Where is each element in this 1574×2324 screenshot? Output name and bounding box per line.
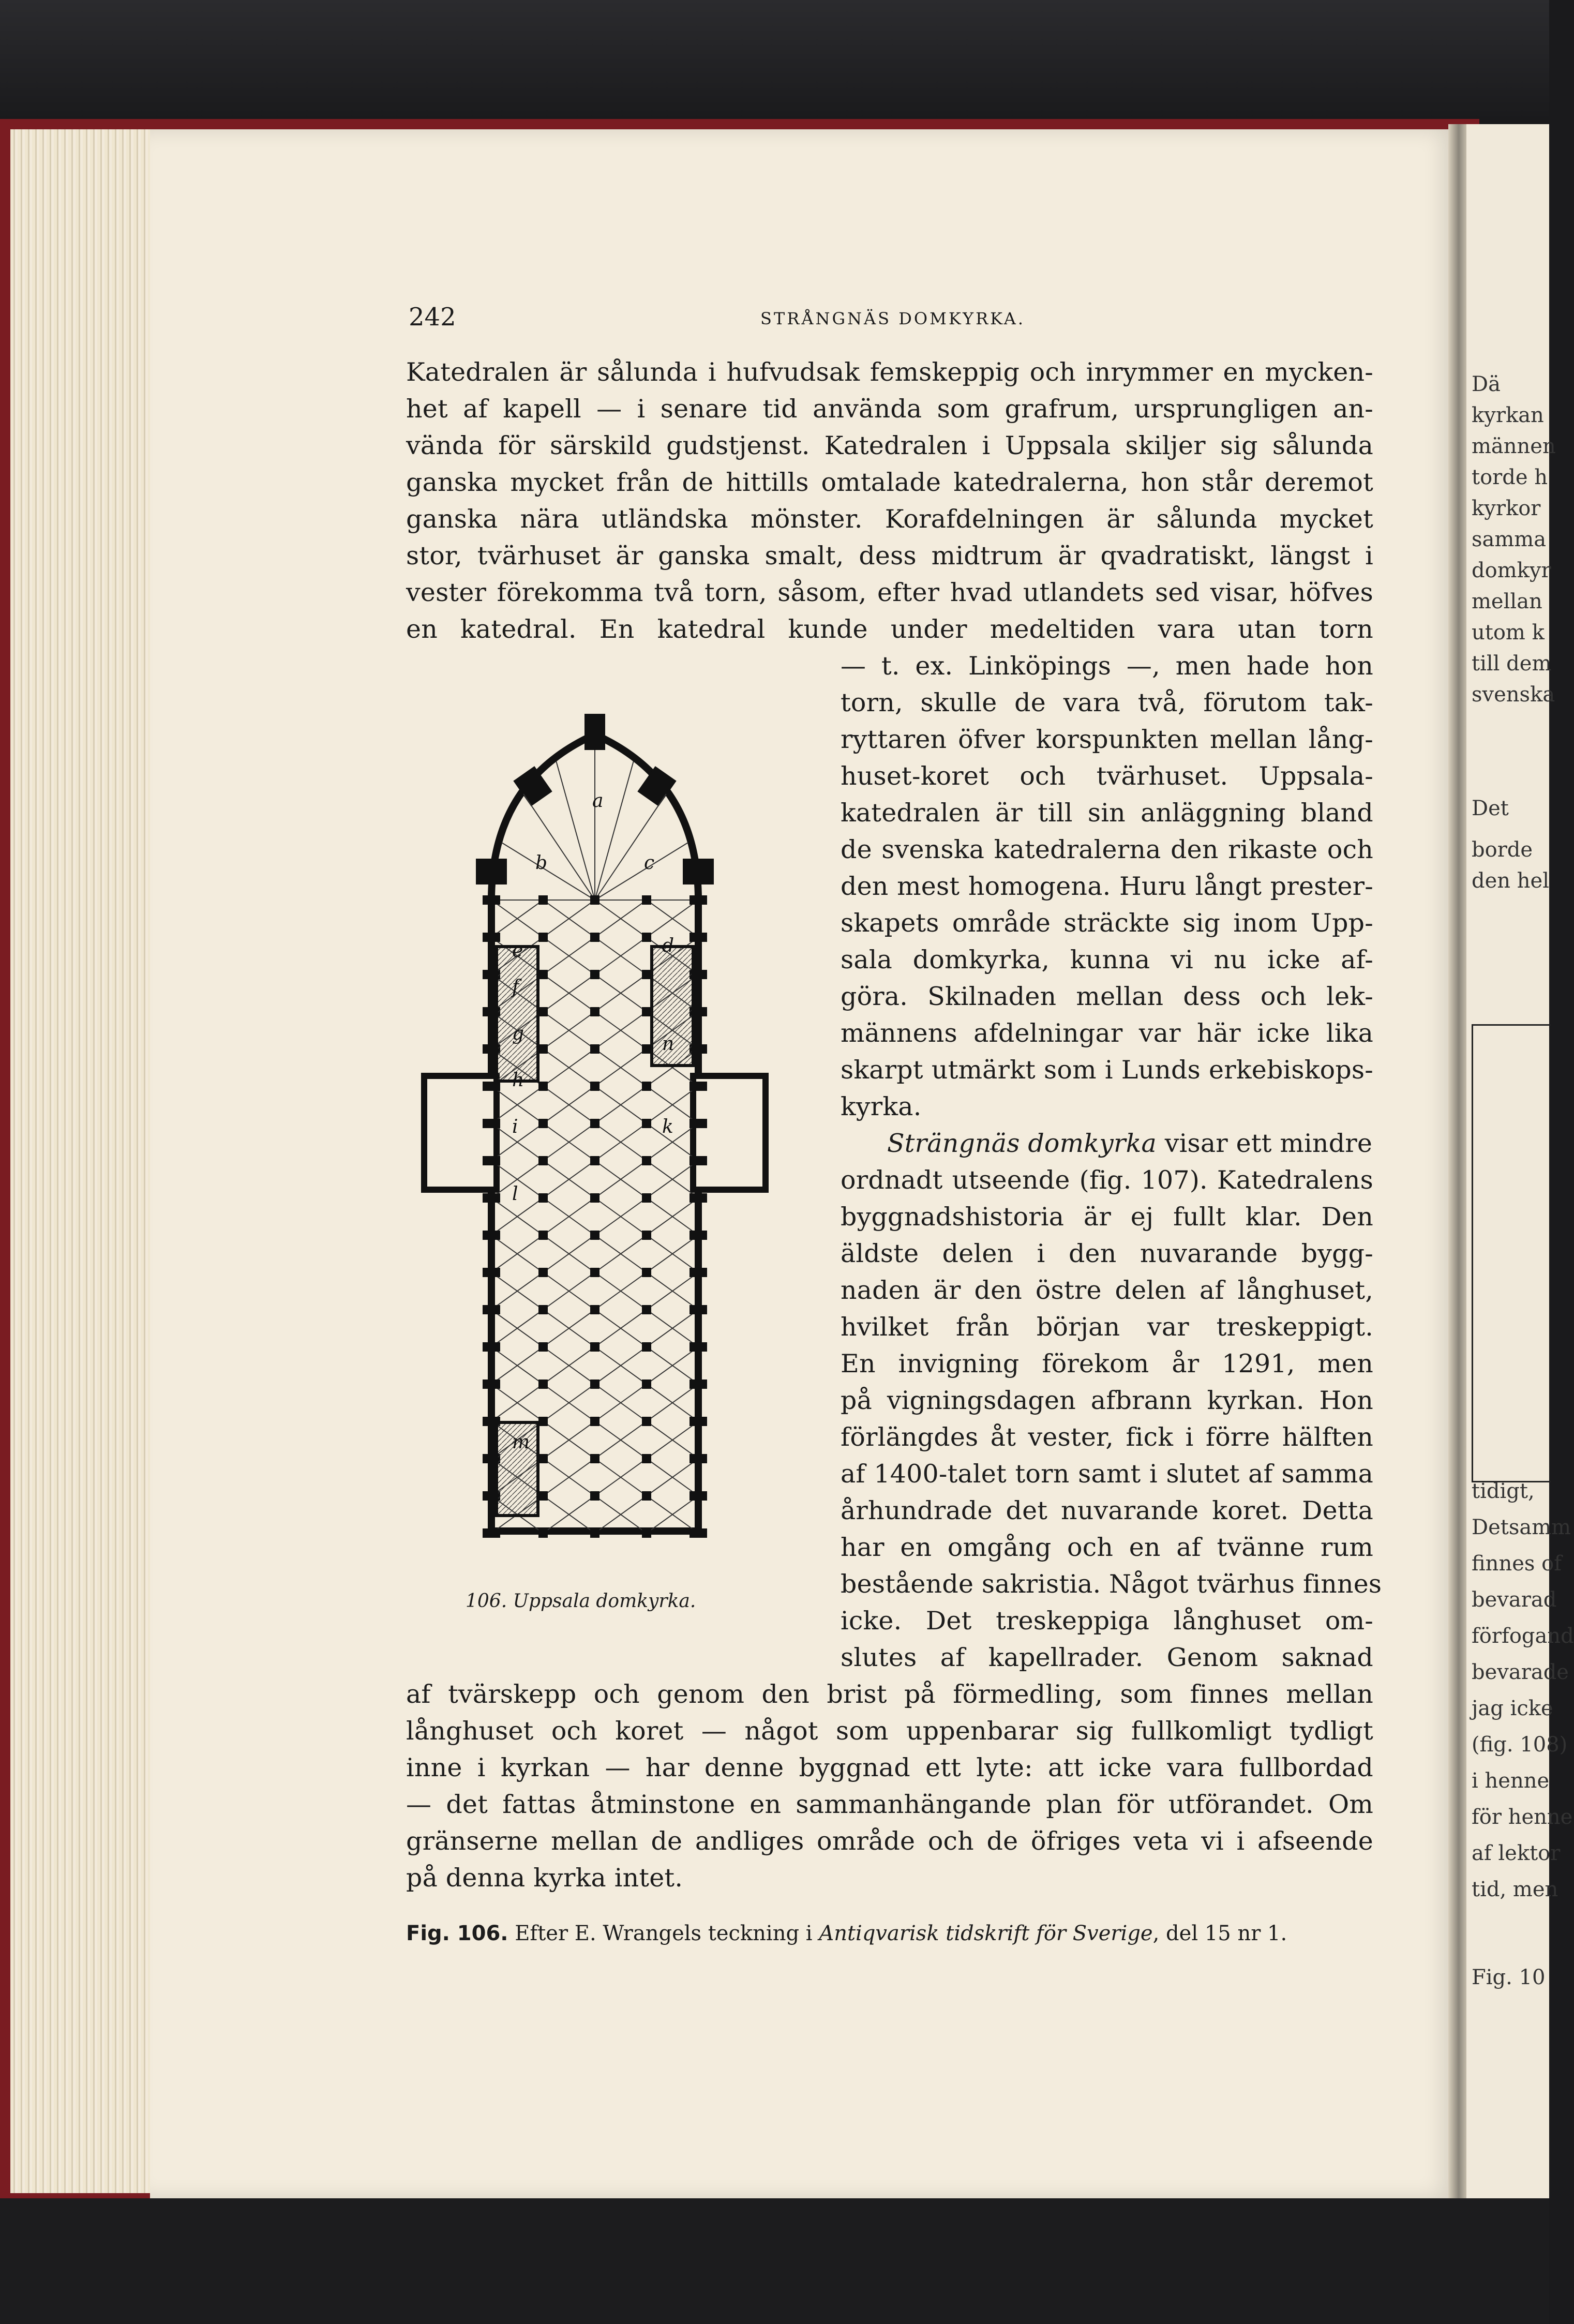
pier xyxy=(642,1417,651,1426)
text-line: en katedral. En katedral kunde under medeltiden vara utan torn xyxy=(406,614,1373,644)
pier xyxy=(538,1231,548,1240)
text-line: på denna kyrka intet. xyxy=(406,1863,683,1893)
pier xyxy=(590,1417,599,1426)
text-line: ordnadt utseende (fig. 107). Katedralens xyxy=(841,1165,1373,1195)
pier xyxy=(538,1119,548,1128)
text-line: vända för särskild gudstjenst. Katedralen i Uppsala skiljer sig sålunda xyxy=(406,431,1373,460)
text-line: gränserne mellan de andliges område och de öfriges veta vi i afseende xyxy=(406,1826,1373,1856)
facing-page-text: tid, men xyxy=(1472,1878,1558,1901)
pier xyxy=(642,1082,651,1091)
facing-page-text: torde h xyxy=(1472,466,1548,489)
page-number: 242 xyxy=(409,303,456,332)
pier xyxy=(590,1044,599,1054)
facing-page-text: kyrkor xyxy=(1472,497,1541,520)
text-line: århundrade det nuvarande koret. Detta xyxy=(841,1496,1373,1525)
text-line: göra. Skilnaden mellan dess och lek- xyxy=(841,982,1373,1011)
footnote xyxy=(406,1919,1373,1948)
pier xyxy=(483,933,500,942)
section-start-line xyxy=(841,1128,1373,1159)
facing-page-text: (fig. 108) xyxy=(1472,1733,1568,1757)
running-head: STRÅNGNÄS DOMKYRKA. xyxy=(760,309,1026,328)
text-line: bestående sakristia. Något tvärhus finnes xyxy=(841,1569,1382,1599)
facing-page-text: männen xyxy=(1472,434,1556,458)
plan-label: i xyxy=(512,1116,518,1137)
pier xyxy=(590,1380,599,1389)
pier xyxy=(689,1268,707,1277)
pier xyxy=(483,895,500,905)
text-line: Katedralen är sålunda i hufvudsak femskeppig och inrymmer en mycken- xyxy=(406,357,1373,387)
text-line: af 1400-talet torn samt i slutet af samma xyxy=(841,1459,1373,1489)
pier xyxy=(689,1342,707,1352)
text-line: het af kapell — i senare tid använda som grafrum, ursprungligen an- xyxy=(406,394,1373,424)
pier xyxy=(483,1305,500,1314)
text-line: naden är den östre delen af långhuset, xyxy=(841,1276,1373,1305)
footnote-label: Fig. 106. xyxy=(406,1922,508,1945)
pier xyxy=(642,1528,651,1538)
pier xyxy=(642,1231,651,1240)
floor-plan-figure xyxy=(414,703,776,1562)
pier xyxy=(483,1119,500,1128)
text-line: har en omgång och en af tvänne rum xyxy=(841,1533,1373,1562)
pier xyxy=(642,1380,651,1389)
facing-page-text: domkyr xyxy=(1472,559,1551,582)
pier xyxy=(590,1156,599,1165)
pier xyxy=(483,1528,500,1538)
text-line: på vigningsdagen afbrann kyrkan. Hon xyxy=(841,1386,1373,1415)
text-line: skapets område sträckte sig inom Upp- xyxy=(841,908,1373,938)
pier xyxy=(483,1380,500,1389)
pier xyxy=(538,1528,548,1538)
pier xyxy=(538,1156,548,1165)
facing-page-text: kyrkan xyxy=(1472,403,1544,427)
south-transept xyxy=(693,1076,766,1190)
pier xyxy=(642,1193,651,1203)
text-line: den mest homogena. Huru långt prester- xyxy=(841,872,1373,901)
plan-label: d xyxy=(662,935,674,956)
text-line: katedralen är till sin anläggning bland xyxy=(841,798,1373,828)
pier xyxy=(590,895,599,905)
facing-page-text: utom k xyxy=(1472,621,1545,644)
pier xyxy=(642,970,651,979)
pier xyxy=(538,1193,548,1203)
pier xyxy=(538,933,548,942)
pier xyxy=(642,1491,651,1501)
plan-label: h xyxy=(512,1070,524,1091)
plan-label: b xyxy=(535,852,548,874)
north-transept xyxy=(424,1076,497,1190)
pier xyxy=(538,1268,548,1277)
pier xyxy=(689,1528,707,1538)
section-title: Strängnäs domkyrka xyxy=(887,1129,1157,1158)
text-line: torn, skulle de vara två, förutom tak- xyxy=(841,688,1373,717)
facing-page-text: Detsamm xyxy=(1472,1516,1571,1539)
text-line: kyrka. xyxy=(841,1092,922,1121)
pier xyxy=(689,1491,707,1501)
plan-label: m xyxy=(512,1432,530,1453)
plan-label: k xyxy=(662,1116,673,1137)
book-gutter xyxy=(1448,124,1469,2203)
text-line: männens afdelningar var här icke lika xyxy=(841,1018,1373,1048)
facing-page-text: Fig. 10 xyxy=(1472,1966,1546,1989)
plan-label: c xyxy=(644,852,655,874)
facing-page-text: tidigt, xyxy=(1472,1479,1535,1503)
text-line: huset-koret och tvärhuset. Uppsala- xyxy=(841,761,1373,791)
pier xyxy=(538,970,548,979)
pier xyxy=(483,1342,500,1352)
pier xyxy=(483,1156,500,1165)
plan-label: a xyxy=(592,790,604,812)
facing-page-text: samma xyxy=(1472,528,1547,551)
pier xyxy=(689,1231,707,1240)
pier xyxy=(590,1119,599,1128)
pier xyxy=(590,1268,599,1277)
facing-page-text: den hel xyxy=(1472,869,1549,893)
facing-page-text: till dem xyxy=(1472,652,1552,676)
text-line: — det fattas åtminstone en sammanhängande plan för utförandet. Om xyxy=(406,1790,1373,1819)
pier xyxy=(642,1454,651,1463)
facing-page-text: af lektor xyxy=(1472,1841,1561,1865)
pier xyxy=(689,1156,707,1165)
plan-label: n xyxy=(662,1033,674,1055)
pier xyxy=(689,933,707,942)
plan-label: l xyxy=(512,1183,518,1205)
text-line: — t. ex. Linköpings —, men hade hon xyxy=(841,651,1373,681)
text-line: ganska mycket från de hittills omtalade katedralerna, hon står deremot xyxy=(406,468,1373,497)
pier xyxy=(538,1454,548,1463)
book-cover-top xyxy=(0,0,1549,134)
text-line: En invigning förekom år 1291, men xyxy=(841,1349,1373,1378)
facing-page-text: i henne xyxy=(1472,1769,1550,1793)
facing-page-text: mellan xyxy=(1472,590,1542,613)
pier xyxy=(590,1231,599,1240)
pier xyxy=(689,1417,707,1426)
pier xyxy=(590,1007,599,1016)
text-line: stor, tvärhuset är ganska smalt, dess midtrum är qvadratiskt, längst i xyxy=(406,541,1373,571)
pier xyxy=(538,1007,548,1016)
pier xyxy=(590,933,599,942)
footnote-text-before: Efter E. Wrangels teckning i xyxy=(508,1922,819,1945)
footnote-text-after: , del 15 nr 1. xyxy=(1152,1922,1287,1945)
plan-label: f xyxy=(512,977,519,998)
pier xyxy=(538,1305,548,1314)
pier xyxy=(590,1454,599,1463)
text-line: sala domkyrka, kunna vi nu icke af- xyxy=(841,945,1373,974)
pier xyxy=(590,1082,599,1091)
facing-page-text: för henne xyxy=(1472,1805,1573,1829)
pier xyxy=(538,1491,548,1501)
pier xyxy=(642,1268,651,1277)
pier xyxy=(538,1342,548,1352)
footnote-italic-title: Antiqvarisk tidskrift för Sverige xyxy=(819,1922,1153,1945)
pier xyxy=(538,1380,548,1389)
pier xyxy=(642,1007,651,1016)
pier xyxy=(538,1044,548,1054)
plan-label: g xyxy=(512,1023,524,1044)
pier xyxy=(642,895,651,905)
facing-page-text: Dä xyxy=(1472,372,1501,396)
uppsala-cathedral-plan xyxy=(414,703,776,1562)
plan-label: e xyxy=(512,940,523,962)
facing-page-text: jag icke xyxy=(1472,1697,1553,1720)
text-line: äldste delen i den nuvarande bygg- xyxy=(841,1239,1373,1268)
facing-page-text: bevarad xyxy=(1472,1588,1557,1612)
figure-caption: 106. Uppsala domkyrka. xyxy=(466,1591,696,1612)
pier xyxy=(642,1156,651,1165)
pier xyxy=(642,1342,651,1352)
pier xyxy=(642,1305,651,1314)
pier xyxy=(642,933,651,942)
pier xyxy=(538,895,548,905)
text-line: förlängdes åt vester, fick i förre hälften xyxy=(841,1422,1373,1452)
pier xyxy=(483,1193,500,1203)
pier xyxy=(483,1231,500,1240)
pier xyxy=(590,970,599,979)
pier xyxy=(689,895,707,905)
scanner-bottom xyxy=(0,2198,1549,2324)
pier xyxy=(689,1305,707,1314)
pier xyxy=(590,1528,599,1538)
text-line: ryttaren öfver korspunkten mellan lång- xyxy=(841,725,1373,754)
pier xyxy=(689,1454,707,1463)
text-line: inne i kyrkan — har denne byggnad ett lyte: att icke vara fullbordad xyxy=(406,1753,1373,1782)
pier xyxy=(642,1044,651,1054)
text-line: slutes af kapellrader. Genom saknad xyxy=(841,1643,1373,1672)
pier xyxy=(689,1082,707,1091)
section-start-rest: visar ett mindre xyxy=(1156,1129,1373,1158)
facing-page-text: förfogand xyxy=(1472,1624,1574,1648)
pier xyxy=(689,1380,707,1389)
text-line: ganska nära utländska mönster. Korafdelningen är sålunda mycket xyxy=(406,504,1373,534)
text-line: vester förekomma två torn, såsom, efter hvad utlandets sed visar, höfves xyxy=(406,578,1373,607)
facing-page-fragment xyxy=(1466,124,1574,2203)
pier xyxy=(538,1082,548,1091)
pier xyxy=(689,1193,707,1203)
facing-page-text: finnes of xyxy=(1472,1552,1562,1576)
pier xyxy=(590,1342,599,1352)
text-line: af tvärskepp och genom den brist på förmedling, som finnes mellan xyxy=(406,1680,1373,1709)
text-line: icke. Det treskeppiga långhuset om- xyxy=(841,1606,1373,1636)
text-line: långhuset och koret — något som uppenbarar sig fullkomligt tydligt xyxy=(406,1716,1373,1746)
pier xyxy=(538,1417,548,1426)
text-line: de svenska katedralerna den rikaste och xyxy=(841,835,1373,864)
pier xyxy=(483,1268,500,1277)
facing-page-text: borde xyxy=(1472,838,1533,862)
pier xyxy=(642,1119,651,1128)
pier xyxy=(590,1193,599,1203)
page-stack-edges xyxy=(10,129,166,2193)
text-line: skarpt utmärkt som i Lunds erkebiskops- xyxy=(841,1055,1373,1085)
text-line: hvilket från början var treskeppigt. xyxy=(841,1312,1373,1342)
pier xyxy=(590,1491,599,1501)
pier xyxy=(689,1119,707,1128)
pier xyxy=(590,1305,599,1314)
facing-page-text: bevarade xyxy=(1472,1660,1569,1684)
page-header xyxy=(409,303,1376,334)
facing-page-text: svenska xyxy=(1472,683,1555,707)
text-line: byggnadshistoria är ej fullt klar. Den xyxy=(841,1202,1373,1232)
facing-page-plan-fragment xyxy=(1472,1024,1551,1482)
pier xyxy=(483,1082,500,1091)
facing-page-text: Det xyxy=(1472,797,1509,820)
